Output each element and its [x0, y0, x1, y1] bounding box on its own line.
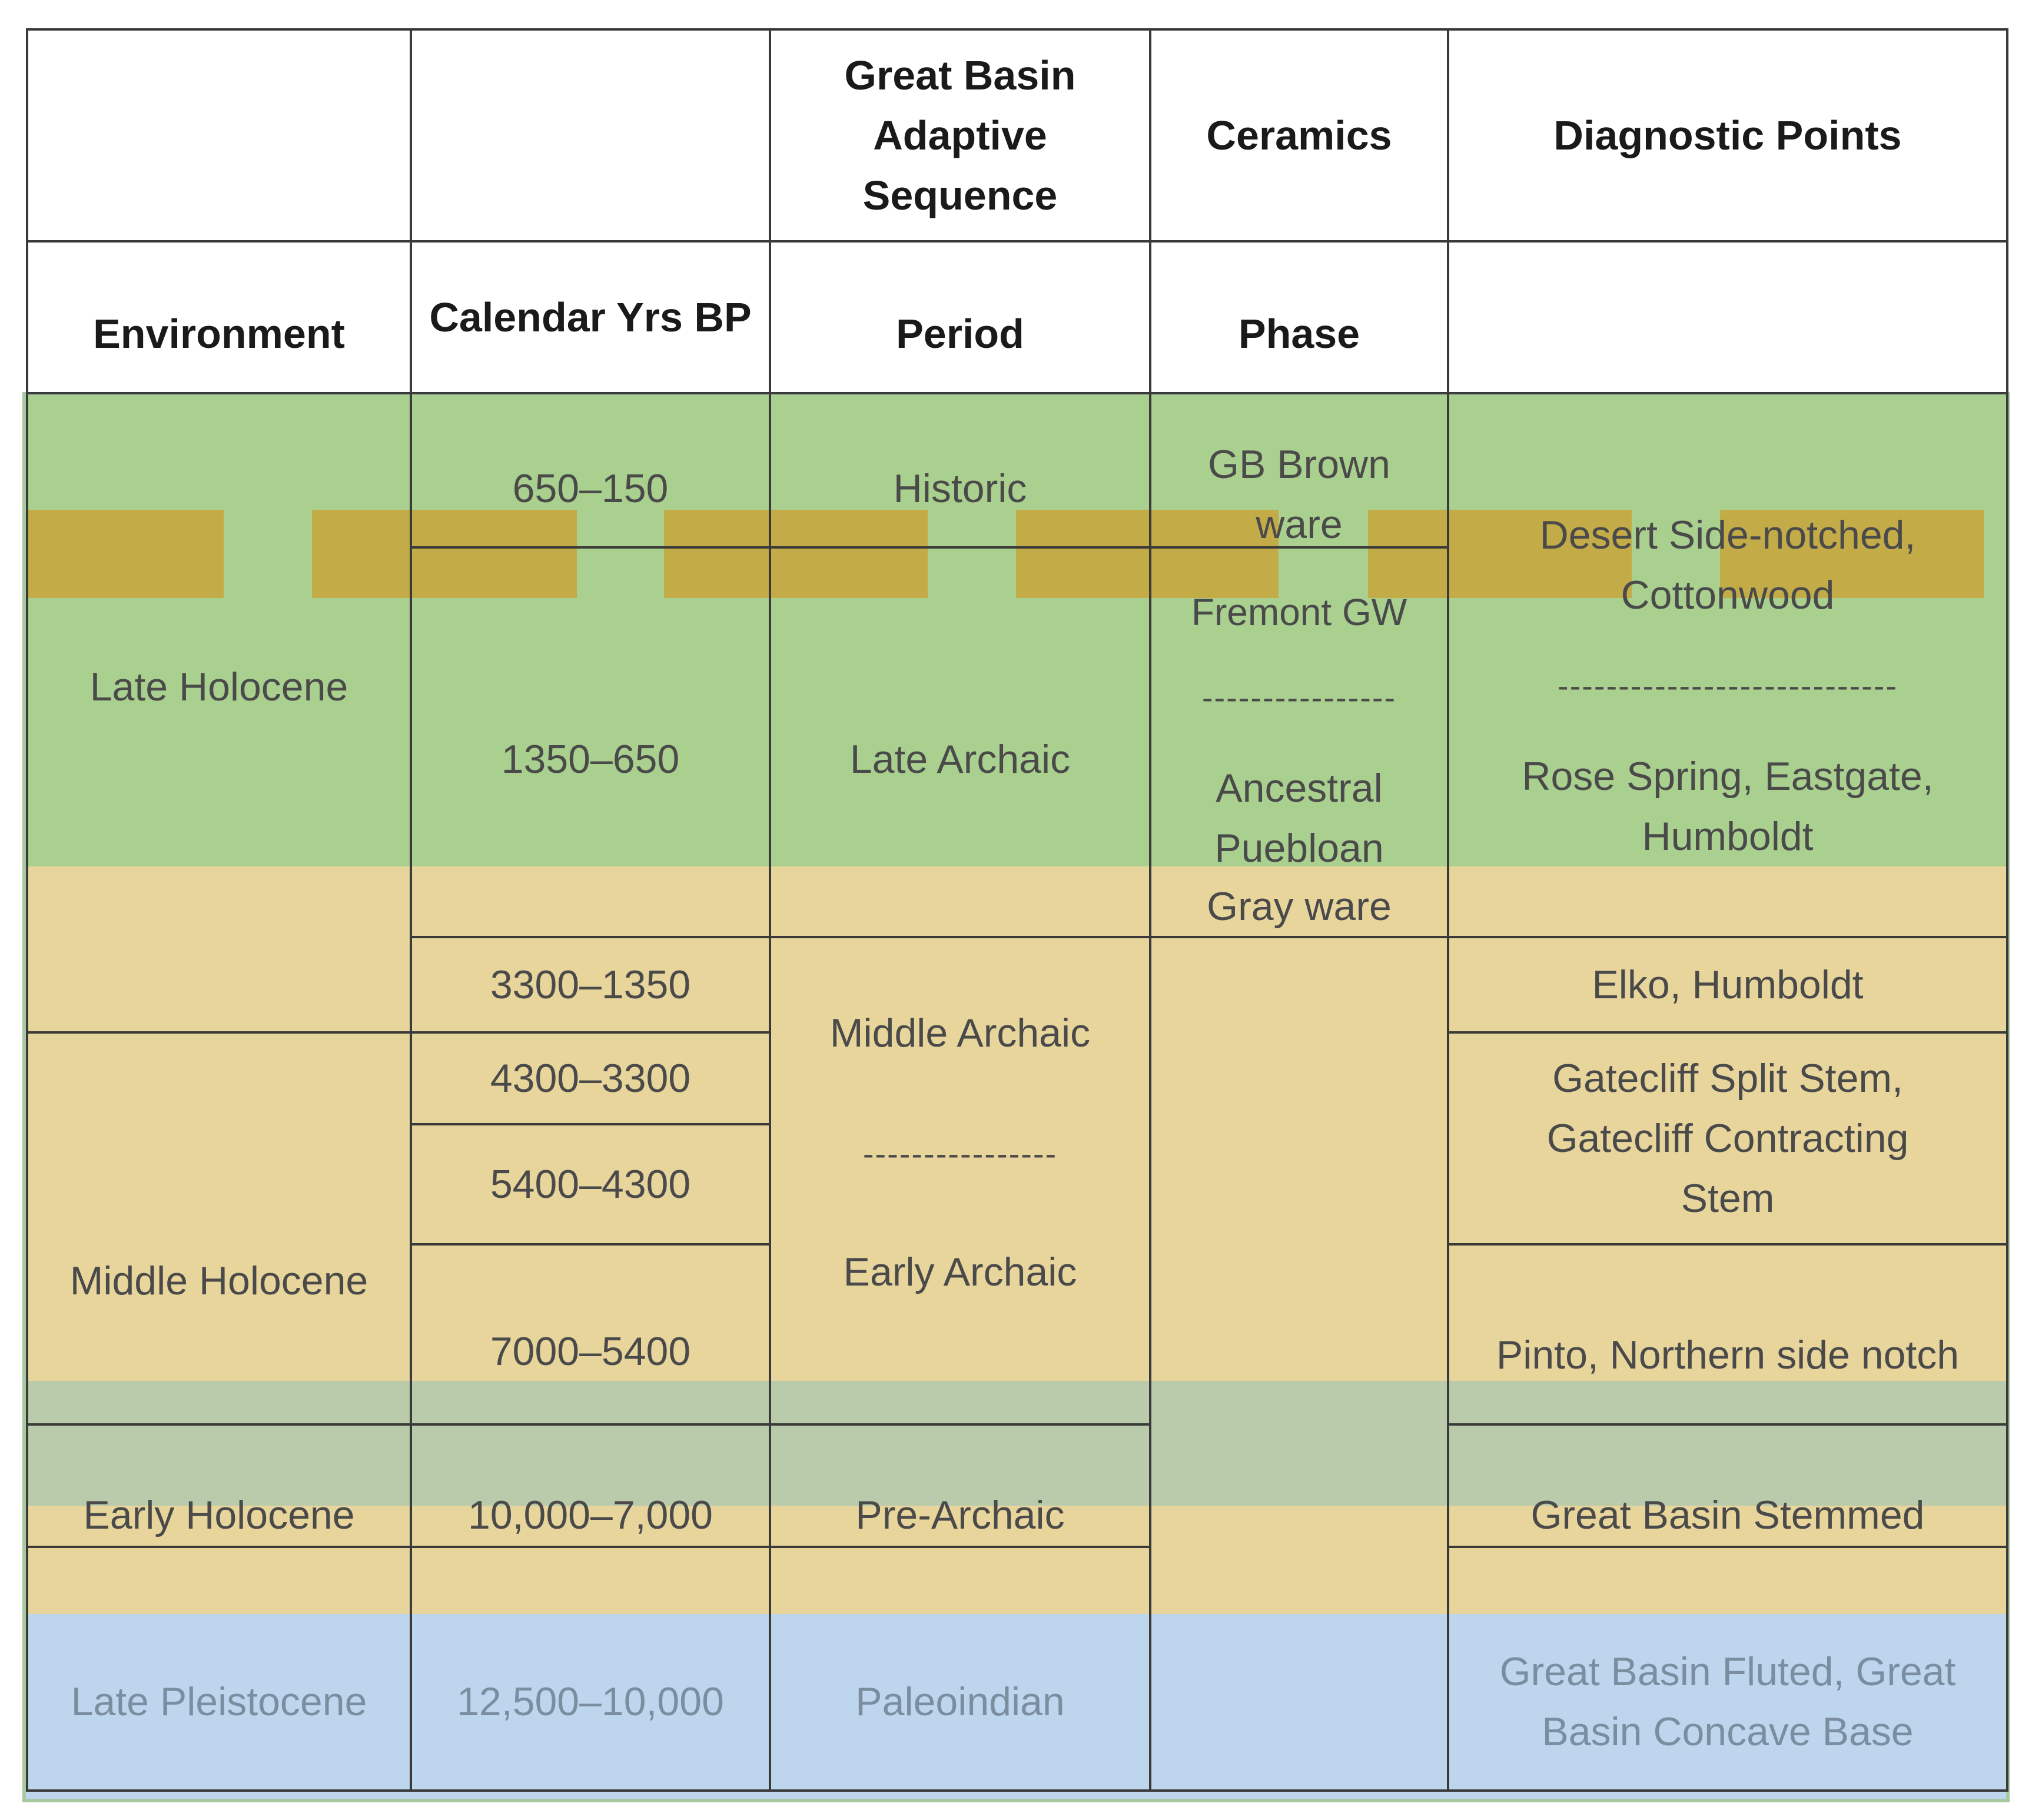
points-divider: ---------------------------- — [1557, 667, 1898, 704]
header-environment: Environment — [93, 311, 345, 357]
table-border-right — [2006, 28, 2008, 1792]
period-divider: ---------------- — [862, 1135, 1058, 1172]
ceramic-ancestral-puebloan: Ancestral Puebloan — [1214, 766, 1384, 871]
row-divider — [1447, 1243, 2008, 1246]
row-divider — [26, 1546, 1149, 1548]
row-divider — [410, 1243, 769, 1246]
ceramic-divider: ---------------- — [1201, 679, 1397, 716]
period-late-archaic: Late Archaic — [849, 737, 1071, 782]
header-adaptive-sequence: Great Basin Adaptive Sequence — [844, 52, 1076, 218]
years-1350-650: 1350–650 — [501, 737, 680, 782]
years-7000-5400: 7000–5400 — [490, 1329, 691, 1374]
years-4300-3300: 4300–3300 — [490, 1056, 691, 1101]
points-great-basin-stemmed: Great Basin Stemmed — [1530, 1493, 1925, 1537]
ceramic-gray-ware: Gray ware — [1207, 884, 1392, 929]
years-3300-1350: 3300–1350 — [490, 962, 691, 1007]
years-12500-10000: 12,500–10,000 — [457, 1679, 724, 1724]
period-pre-archaic: Pre-Archaic — [855, 1493, 1065, 1537]
period-historic: Historic — [893, 466, 1027, 511]
points-pinto: Pinto, Northern side notch — [1496, 1333, 1960, 1377]
points-rose-spring: Rose Spring, Eastgate, Humboldt — [1522, 754, 1934, 859]
period-middle-archaic: Middle Archaic — [829, 1011, 1091, 1055]
environment-middle-holocene: Middle Holocene — [69, 1258, 368, 1303]
header-calendar-years: Calendar Yrs BP — [429, 294, 752, 340]
period-paleoindian: Paleoindian — [855, 1679, 1065, 1724]
header-ceramics: Ceramics — [1206, 112, 1392, 158]
row-divider — [1447, 1546, 2008, 1548]
environment-early-holocene: Early Holocene — [83, 1493, 355, 1537]
row-divider — [1447, 1423, 2008, 1426]
environment-late-pleistocene: Late Pleistocene — [71, 1679, 367, 1724]
header-phase: Phase — [1238, 311, 1360, 357]
points-desert-side-notched: Desert Side-notched, Cottonwood — [1539, 513, 1916, 617]
years-10000-7000: 10,000–7,000 — [468, 1493, 713, 1537]
points-gatecliff: Gatecliff Split Stem, Gatecliff Contracting Stem — [1546, 1056, 1909, 1221]
points-elko-humboldt: Elko, Humboldt — [1592, 962, 1864, 1007]
period-early-archaic: Early Archaic — [843, 1250, 1077, 1294]
ceramic-fremont-gw: Fremont GW — [1191, 591, 1407, 633]
header-diagnostic-points: Diagnostic Points — [1553, 112, 1902, 158]
years-650-150: 650–150 — [512, 466, 669, 511]
years-5400-4300: 5400–4300 — [490, 1162, 691, 1207]
header-period: Period — [896, 311, 1024, 357]
points-great-basin-fluted: Great Basin Fluted, Great Basin Concave Base — [1499, 1649, 1956, 1754]
table-border-bottom — [26, 1789, 2008, 1792]
environment-late-holocene: Late Holocene — [89, 665, 348, 709]
ceramic-gb-brown-ware: GB Brown ware — [1208, 442, 1390, 547]
